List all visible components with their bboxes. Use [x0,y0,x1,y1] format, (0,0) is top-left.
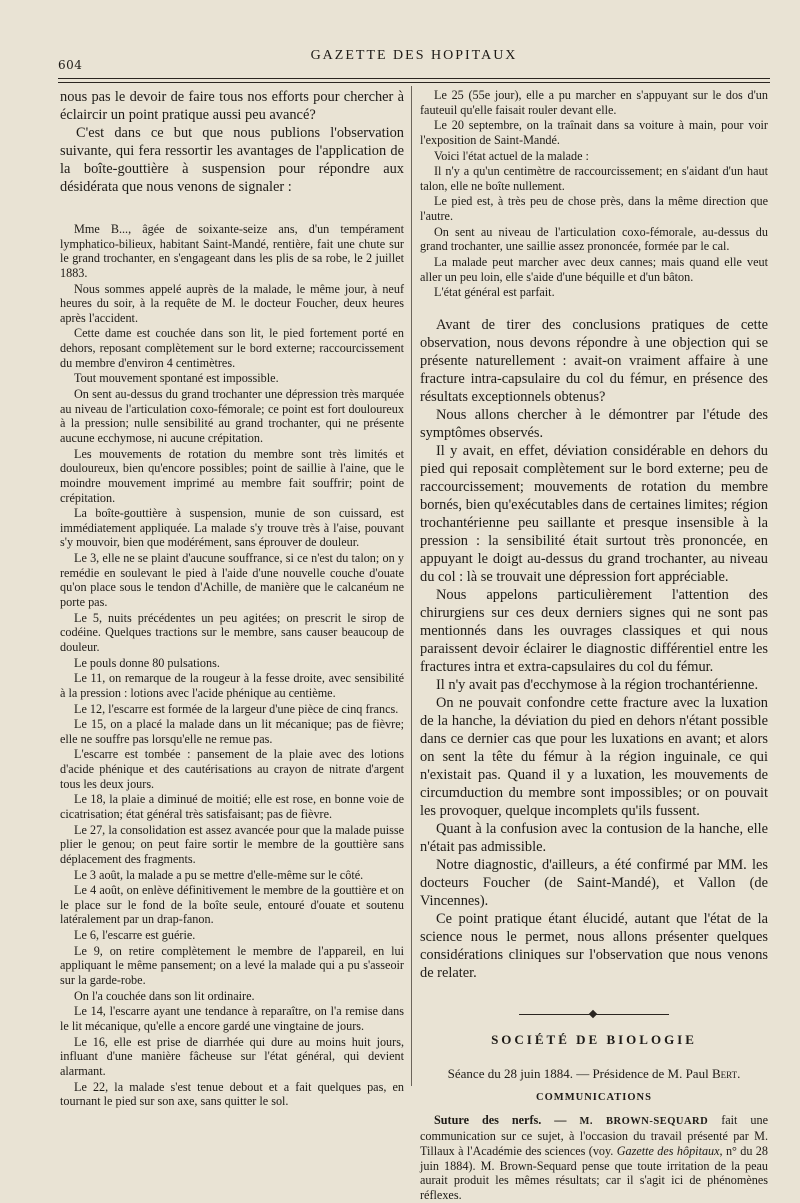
paragraph: Le 27, la consolidation est assez avancée pour que la malade puisse plier le genou; on peut faire sortir le membre de la gouttière sans déplacement des fragments. [60,822,404,866]
paragraph: Le 16, elle est prise de diarrhée qui dure au moins huit jours, influant d'une manière fâcheuse sur l'état général, qui devient alarmant. [60,1034,404,1078]
paragraph: La boîte-gouttière à suspension, munie de son cuissard, est immédiatement appliquée. La malade s'y trouve très à l'aise, pouvant s'y mouvoir, bien que modérément, sans éprouver de douleur. [60,506,404,550]
paragraph: Le 12, l'escarre est formée de la largeur d'une pièce de cinq francs. [74,701,399,716]
paragraph: Le 4 août, on enlève définitivement le membre de la gouttière et on le place sur le fond de la boîte seule, entouré d'ouate et soutenu latéralement par un drap-fanon. [60,883,404,927]
paragraph: Le 18, la plaie a diminué de moitié; elle est rose, en bonne voie de cicatrisation; état général très satisfaisant; pas de fièvre. [60,792,404,821]
paragraph: Les mouvements de rotation du membre sont très limités et douloureux, bien qu'encore possibles; point de saillie à l'aine, que le moindre mouvement imprimé au membre fait souffrir; point de crépitation. [60,446,404,505]
paragraph: Le 11, on remarque de la rougeur à la fesse droite, avec sensibilité à la pression : lotions avec l'acide phénique au centième. [60,671,404,700]
paragraph: Nous sommes appelé auprès de la malade, le même jour, à neuf heures du soir, à la requête de M. le docteur Foucher, deux heures après l'accident. [60,281,404,325]
article-text: n° du 28 juin 1884). M. Brown-Sequard pense que toute irritation de la peau aurait produit les mêmes résultats; car il s'agit ici de phénomènes réflexes. [420,1143,768,1203]
paragraph: Cette dame est couchée dans son lit, le pied fortement porté en dehors, reposant complètement sur le bord externe; raccourcissement du membre d'environ 4 centimètres. [60,326,404,370]
article-author: M. BROWN-SEQUARD [579,1115,709,1127]
paragraph: Quant à la confusion avec la contusion de la hanche, elle n'était pas admissible. [420,820,768,855]
right-column [420,88,768,1203]
section-heading: SOCIÉTÉ DE BIOLOGIE [491,1031,697,1047]
paragraph: Mme B..., âgée de soixante-seize ans, d'un tempérament lymphatico-bilieux, habitant Saint-Mandé, rentière, fait une chute sur le grand trochanter, en s'engageant dans les plis de sa robe, le 2 juillet 1883. [60,222,404,280]
paragraph: L'état général est parfait. [434,285,555,300]
paragraph: Le pied est, à très peu de chose près, dans la même direction que l'autre. [420,194,768,224]
paragraph: Le 6, l'escarre est guérie. [74,928,196,943]
paragraph: Voici l'état actuel de la malade : [434,148,589,163]
paragraph: C'est dans ce but que nous publions l'observation suivante, qui fera ressortir les avantages de l'application de la boîte-gouttière à suspension pour répondre aux désidérata que nous venons de signaler : [60,125,404,195]
column-divider [411,86,412,1086]
paragraph: Nous allons chercher à le démontrer par l'étude des symptômes observés. [420,406,768,441]
paragraph: On ne pouvait confondre cette fracture avec la luxation de la hanche, la déviation du pied en dehors n'étant possible dans ce dernier cas que pour les luxations en avant; et alors on sent la tête du fémur à la région inguinale, ce qui n'existait pas. Quand il y a luxation, les mouvements de circumduction du membre sont impossibles; or on pouvait les provoquer, quelque incomplets qu'ils fussent. [420,694,768,819]
discussion-text [420,316,768,982]
paragraph: Le 5, nuits précédentes un peu agitées; on prescrit le sirop de codéine. Quelques tractions sur le membre, sans causer beaucoup de douleur. [60,610,404,654]
paragraph: Le 3 août, la malade a pu se mettre d'elle-même sur le côté. [74,867,364,882]
journal-title: GAZETTE DES HOPITAUX [310,48,518,63]
paragraph: Il n'y avait pas d'ecchymose à la région trochantérienne. [436,676,759,693]
article-journal: Gazette des hôpitaux, [616,1143,723,1158]
observation-text [60,222,404,1109]
paragraph: Il n'y a qu'un centimètre de raccourcissement; en s'aidant d'un haut talon, elle ne boîte nullement. [420,164,768,193]
paragraph: On sent au-dessus du grand trochanter une dépression très marquée au niveau de l'articulation coxo-fémorale; ce point est fort douloureux à la pression; nulle sensibilité au grand trochanter, qui ne présente aucune ecchymose, ni aucune crépitation. [60,387,404,445]
paragraph: Il y avait, en effet, déviation considérable en dehors du pied qui reposait complètement sur le bord externe; peu de raccourcissement; mouvements de rotation du membre bornés, bien qu'exécutables dans de certaines limites; région trochantérienne peu saillante et presque insensible à la pression : la sensibilité était surtout très prononcée, en appuyant le doigt au-dessus du grand trochanter, au niveau du col : là se trouvait une dépression fort appréciable. [420,442,768,585]
paragraph [420,1113,768,1203]
paragraph: On l'a couchée dans son lit ordinaire. [74,988,255,1003]
paragraph: Le 25 (55e jour), elle a pu marcher en s'appuyant sur le dos d'un fauteuil qu'elle faisait rouler devant elle. [420,88,768,117]
header-rule [58,78,770,83]
left-column [60,88,404,1110]
paragraph: Le 22, la malade s'est tenue debout et a fait quelques pas, en tournant le pied sur son axe, sans quitter le sol. [60,1079,404,1109]
paragraph: nous pas le devoir de faire tous nos efforts pour chercher à éclaircir un point pratique aussi peu avancé? [60,89,404,123]
article-title: Suture des nerfs. — [434,1112,580,1127]
session-line [420,1066,768,1082]
paragraph: Le 9, on retire complètement le membre de l'appareil, en lui appliquant le même pansement; on a levé la malade qui a pu s'asseoir sur la garde-robe. [60,943,404,988]
paragraph: Le 20 septembre, on la traînait dans sa voiture à main, pour voir l'exposition de Saint-Mandé. [420,118,768,147]
page-number: 604 [58,58,83,72]
section-ornament [519,1010,669,1018]
paragraph: Le 15, on a placé la malade dans un lit mécanique; pas de fièvre; elle ne souffre pas lorsqu'elle ne remue pas. [60,717,404,746]
article-text: fait une communication sur ce sujet, à l'occasion du travail présenté par M. Tillaux à l'Académie des sciences (voy. [420,1112,768,1158]
paragraph: La malade peut marcher avec deux cannes; mais quand elle veut aller un peu loin, elle s'aide d'une béquille et d'un bâton. [420,255,768,284]
session-president: Bert. [711,1065,741,1081]
paragraph: Avant de tirer des conclusions pratiques de cette observation, nous devons répondre à une objection qui se présente naturellement : avait-on vraiment affaire à une fracture intra-capsulaire du col du fémur, en présence des résultats exceptionnels obtenus? [420,316,768,405]
paragraph: L'escarre est tombée : pansement de la plaie avec des lotions d'acide phénique et des cautérisations au crayon de nitrate d'argent tous les deux jours. [60,747,404,791]
paragraph: Le 3, elle ne se plaint d'aucune souffrance, si ce n'est du talon; on y remédie en soulevant le pied à l'aide d'une nouvelle couche d'ouate qu'on place sous le tendon d'Achille, de manière que le calcanéum ne porte pas. [60,551,404,610]
paragraph: On sent au niveau de l'articulation coxo-fémorale, au-dessus du grand trochanter, une saillie assez prononcée, formée par le cal. [420,224,768,254]
session-text: Séance du 28 juin 1884. — Présidence de M. Paul [447,1065,712,1081]
paragraph: Nous appelons particulièrement l'attention des chirurgiens sur ces deux derniers signes qui ne sont pas mentionnés dans les ouvrages classiques et qui nous paraissent devoir éclairer le diagnostic différentiel entre les fractures intra et extra-capsulaires du col du fémur. [420,586,768,675]
observation-continued [420,88,768,300]
paragraph: Le pouls donne 80 pulsations. [74,655,220,670]
paragraph: Tout mouvement spontané est impossible. [74,371,279,386]
diamond-ornament-icon [589,1010,597,1018]
paragraph: Notre diagnostic, d'ailleurs, a été confirmé par MM. les docteurs Foucher (de Saint-Mandé), et Vallon (de Vincennes). [420,856,768,909]
communication-article [420,1113,768,1203]
paragraph: Le 14, l'escarre ayant une tendance à reparaître, on l'a remise dans le lit mécanique, qu'elle a encore gardé une vingtaine de jours. [60,1004,404,1033]
intro-paragraphs [60,88,404,196]
subsection-heading: COMMUNICATIONS [536,1091,652,1103]
page-header [58,44,770,72]
paragraph: Ce point pratique étant élucidé, autant que l'état de la science nous le permet, nous allons présenter quelques considérations cliniques sur l'observation que nous venons de relater. [420,910,768,981]
